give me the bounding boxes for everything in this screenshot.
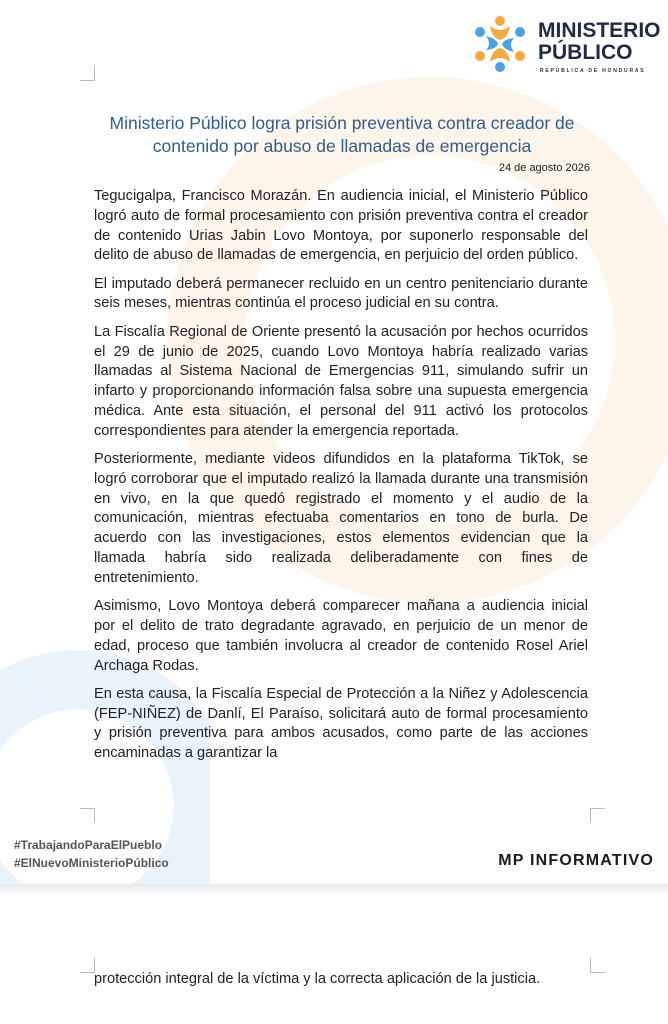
people-circle-icon [468,12,532,76]
paragraph: Asimismo, Lovo Montoya deberá comparecer mañana a audiencia inicial por el delito de trato degradante agravado, en perjuicio de un menor de edad, proceso que también involucra al creador de contenido Rosel Ariel Archaga Rodas. [94,598,588,674]
paragraph: Tegucigalpa, Francisco Morazán. En audiencia inicial, el Ministerio Público logró auto de formal procesamiento con prisión preventiva contra el creador de contenido Urias Jabin Lovo Montoya, por suponerlo responsable del delito de abuso de llamadas de emergencia, en perjuicio del orden público. [94,188,588,264]
logo-text-ministerio: MINISTERIO [538,19,661,42]
crop-mark [80,66,95,81]
crop-mark [590,958,605,973]
crop-mark [590,808,605,823]
ministerio-publico-logo [468,12,664,78]
hashtag-nuevo-ministerio: #ElNuevoMinisterioPúblico [14,856,169,870]
article-title: Ministerio Público logra prisión preventiva contra creador de contenido por abuso de llamadas de emergencia [109,113,575,156]
paragraph: La Fiscalía Regional de Oriente presentó la acusación por hechos ocurridos el 29 de junio de 2025, cuando Lovo Montoya habría realizado varias llamadas al Sistema Nacional de Emergencias 911, simulando sufrir un infarto y proporcionando información falsa sobre una supuesta emergencia médica. Ante esta situación, el personal del 911 activó los protocolos correspondientes para atender la emergencia reportada. [94,323,588,439]
crop-mark [80,808,95,823]
paragraph: En esta causa, la Fiscalía Especial de Protección a la Niñez y Adolescencia (FEP-NIÑEZ) de Danlí, El Paraíso, solicitará auto de formal procesamiento y prisión preventiva para ambos acusados, como parte de las acciones encaminadas a garantizar la [94,685,588,762]
logo-subtitle: REPÚBLICA DE HONDURAS [540,68,646,74]
article-body [94,187,588,773]
logo-text-publico: PÚBLICO [538,41,633,64]
paragraph: Posteriormente, mediante videos difundidos en la plataforma TikTok, se logró corroborar que el imputado realizó la llamada durante una transmisión en vivo, en la que quedó registrado el momento y el audio de la comunicación, mientras efectuaba comentarios en tono de burla. De acuerdo con las investigaciones, estos elementos evidencian que la llamada habría sido realizada deliberadamente con fines de entretenimiento. [94,451,588,586]
hashtag-trabajando: #TrabajandoParaElPueblo [14,838,163,852]
mp-informativo-brand: MP INFORMATIVO [498,852,654,869]
page-footer [0,830,668,880]
page-separator [0,884,668,894]
continuation-paragraph: protección integral de la víctima y la correcta aplicación de la justicia. [94,971,541,987]
article-date: 24 de agosto 2026 [498,162,590,174]
paragraph: El imputado deberá permanecer recluido en un centro penitenciario durante seis meses, mientras continúa el proceso judicial en su contra. [94,275,588,312]
crop-mark [80,958,95,973]
